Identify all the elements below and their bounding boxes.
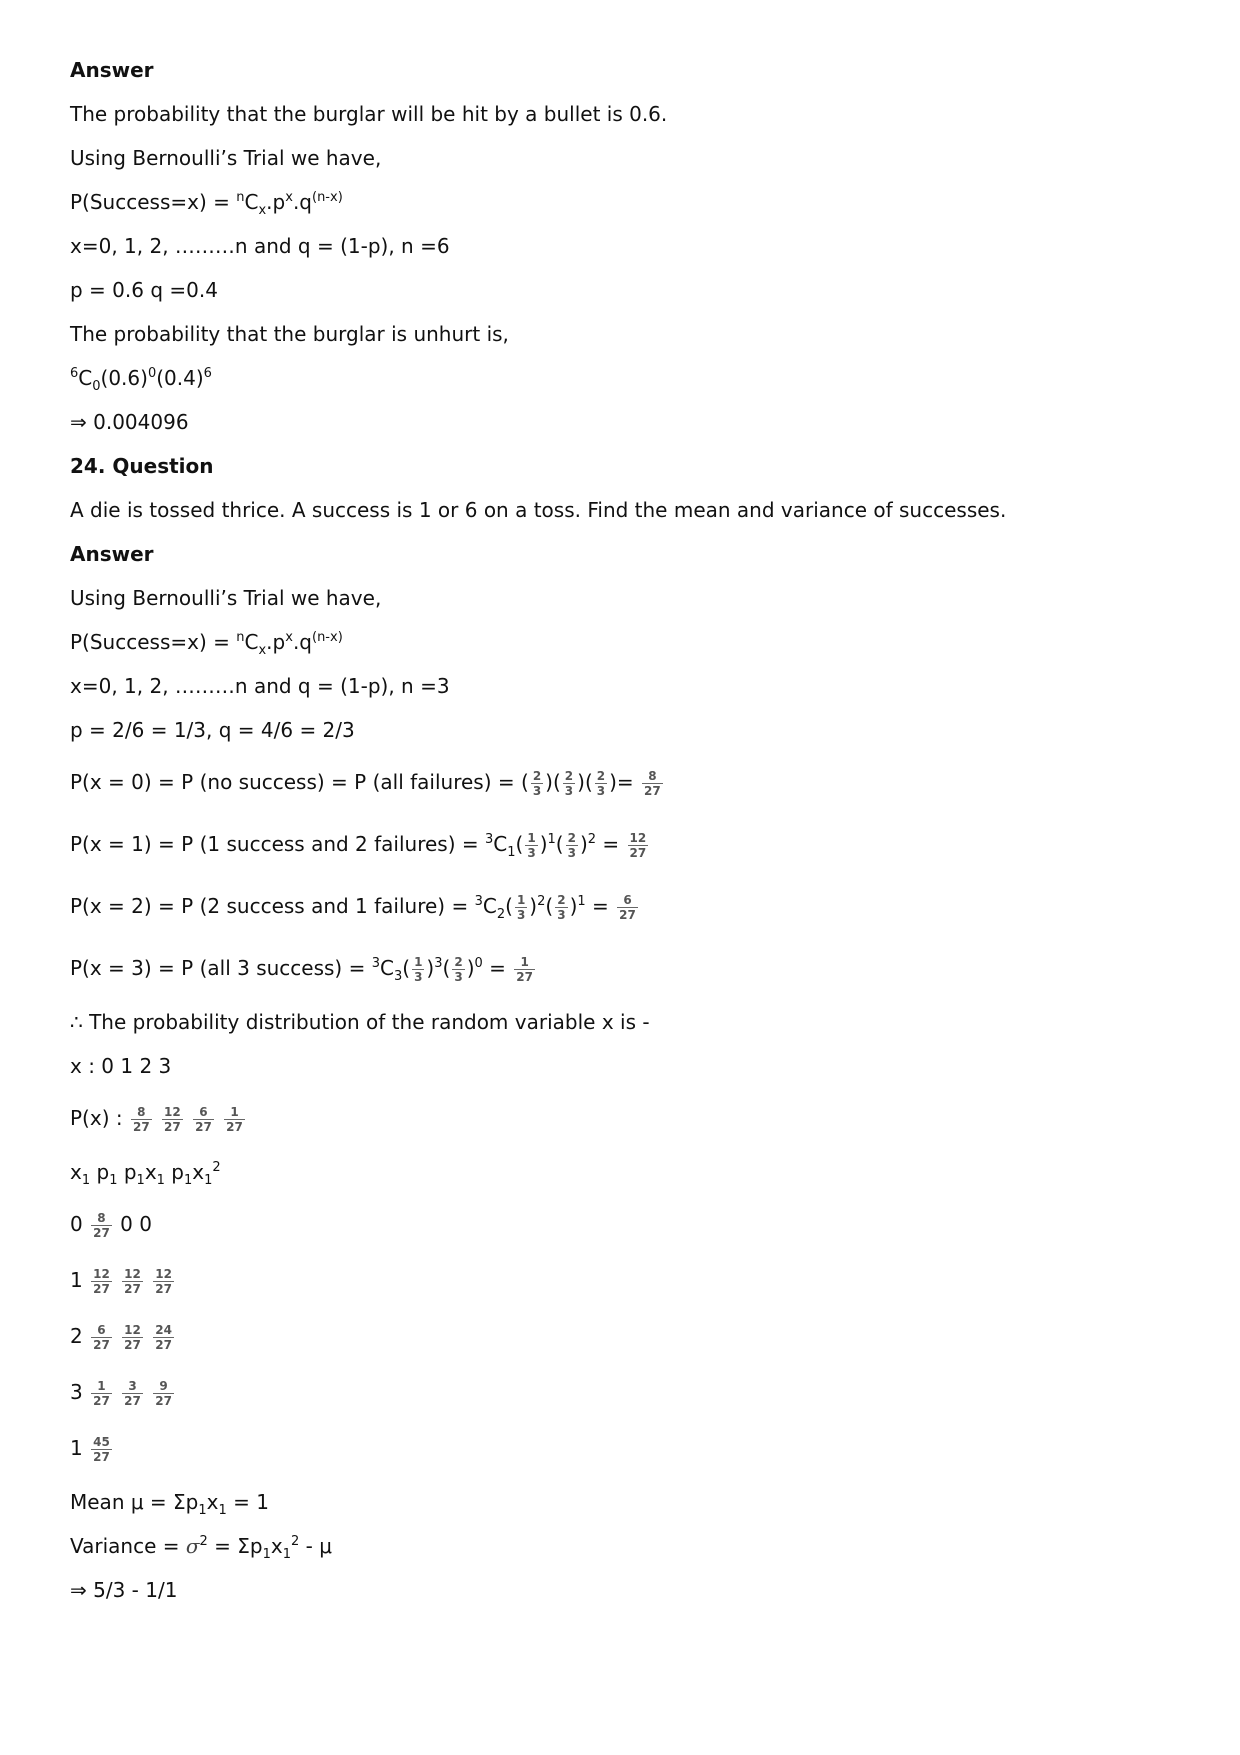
mean-line: Mean $\mu = \Sigma p_1x_1 = 1$ bbox=[70, 1490, 269, 1518]
probability-x1: P(x = 1) = P (1 success and 2 failures) = $^3C_1$( $\frac{1}{3}$ )$^1$( $\frac{2}{3}$ )$^2$ = $\frac{12}{27}$ bbox=[70, 831, 647, 860]
distribution-intro: ∴ The probability distribution of the random variable x is - bbox=[70, 1010, 650, 1034]
final-result: ⇒ 5/3 - 1/1 bbox=[70, 1578, 178, 1602]
answer-line: The probability that the burglar is unhurt is, bbox=[70, 322, 509, 346]
answer-line: x=0, 1, 2, ………n and q = (1-p), n =6 bbox=[70, 234, 450, 258]
answer-result: ⇒ 0.004096 bbox=[70, 410, 189, 434]
question-heading: 24. Question bbox=[70, 454, 214, 478]
table-row: 3 $\frac{1}{27}$ $\frac{3}{27}$ $\frac{9}{27}$ bbox=[70, 1379, 172, 1408]
answer-line: p = 0.6 q =0.4 bbox=[70, 278, 218, 302]
answer-heading: Answer bbox=[70, 542, 154, 566]
probability-x3: P(x = 3) = P (all 3 success) = $^3C_3$( $\frac{1}{3}$ )$^3$( $\frac{2}{3}$ )$^0$ = $\frac{1}{27}$ bbox=[70, 955, 533, 984]
answer-line: p = 2/6 = 1/3, q = 4/6 = 2/3 bbox=[70, 718, 355, 742]
px-values-row: P(x) : $\frac{8}{27}$ $\frac{12}{27}$ $\frac{6}{27}$ $\frac{1}{27}$ bbox=[70, 1105, 243, 1134]
bernoulli-formula: P(Success=x) = $^nC_x.p^x.q^{(n-x)}$ bbox=[70, 630, 343, 658]
table-header-row: $x_1$ $p_1$ $p_1x_1$ $p_1x_1^2$ bbox=[70, 1160, 221, 1188]
table-total-row: 1 $\frac{45}{27}$ bbox=[70, 1435, 110, 1464]
x-values-row: x : 0 1 2 3 bbox=[70, 1054, 172, 1078]
unhurt-calculation: $^6C_0(0.6)^0(0.4)^6$ bbox=[70, 366, 212, 394]
bernoulli-formula: P(Success=x) = $^nC_x.p^x.q^{(n-x)}$ bbox=[70, 190, 343, 218]
table-row: 2 $\frac{6}{27}$ $\frac{12}{27}$ $\frac{24}{27}$ bbox=[70, 1323, 172, 1352]
answer-line: Using Bernoulli’s Trial we have, bbox=[70, 146, 382, 170]
probability-x2: P(x = 2) = P (2 success and 1 failure) = $^3C_2$( $\frac{1}{3}$ )$^2$( $\frac{2}{3}$ )$^1$ = $\frac{6}{27}$ bbox=[70, 893, 636, 922]
probability-x0: P(x = 0) = P (no success) = P (all failures) = ( $\frac{2}{3}$ )( $\frac{2}{3}$ )( $\frac{2}{3}$ )= $\frac{8}{27}$ bbox=[70, 769, 661, 798]
table-row: 0 $\frac{8}{27}$ 0 0 bbox=[70, 1211, 152, 1240]
answer-line: The probability that the burglar will be hit by a bullet is 0.6. bbox=[70, 102, 668, 126]
answer-line: x=0, 1, 2, ………n and q = (1-p), n =3 bbox=[70, 674, 450, 698]
table-row: 1 $\frac{12}{27}$ $\frac{12}{27}$ $\frac{12}{27}$ bbox=[70, 1267, 172, 1296]
variance-line: Variance = $\sigma^2 = \Sigma p_1x_1^2 - \mu$ bbox=[70, 1534, 332, 1562]
answer-line: Using Bernoulli’s Trial we have, bbox=[70, 586, 382, 610]
answer-heading: Answer bbox=[70, 58, 154, 82]
question-text: A die is tossed thrice. A success is 1 or 6 on a toss. Find the mean and variance of successes. bbox=[70, 498, 1007, 522]
